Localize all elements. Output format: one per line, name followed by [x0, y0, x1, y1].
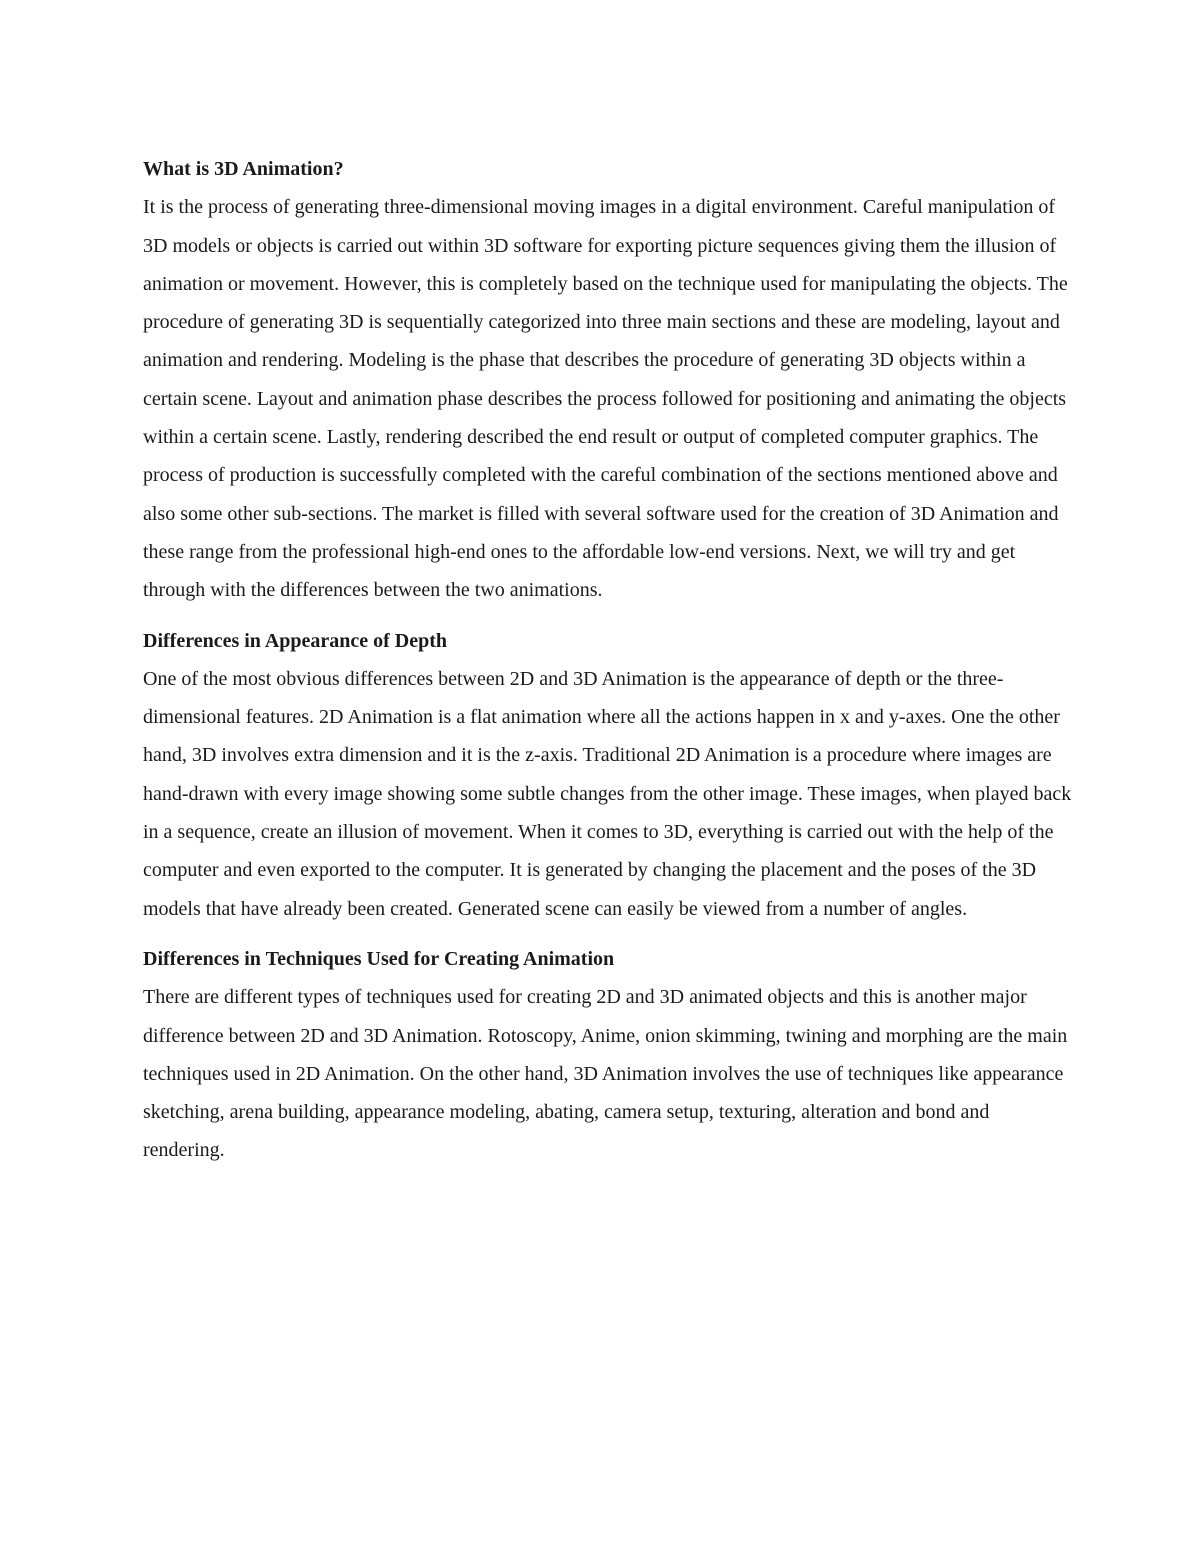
document-page	[143, 150, 1073, 1182]
section-paragraph: It is the process of generating three-dimensional moving images in a digital environment. Careful manipulation of 3D models or objects is carried out within 3D software for exporting picture sequences giving them the illusion of animation or movement. However, this is completely based on the technique used for manipulating the objects. The procedure of generating 3D is sequentially categorized into three main sections and these are modeling, layout and animation and rendering. Modeling is the phase that describes the procedure of generating 3D objects within a certain scene. Layout and animation phase describes the process followed for positioning and animating the objects within a certain scene. Lastly, rendering described the end result or output of completed computer graphics. The process of production is successfully completed with the careful combination of the sections mentioned above and also some other sub-sections. The market is filled with several software used for the creation of 3D Animation and these range from the professional high-end ones to the affordable low-end versions. Next, we will try and get through with the differences between the two animations.	[143, 196, 1068, 602]
section-differences-depth	[143, 622, 1073, 928]
section-paragraph: One of the most obvious differences between 2D and 3D Animation is the appearance of depth or the three-dimensional features. 2D Animation is a flat animation where all the actions happen in x and y-axes. One the other hand, 3D involves extra dimension and it is the z-axis. Traditional 2D Animation is a procedure where images are hand-drawn with every image showing some subtle changes from the other image. These images, when played back in a sequence, create an illusion of movement. When it comes to 3D, everything is carried out with the help of the computer and even exported to the computer. It is generated by changing the placement and the poses of the 3D models that have already been created. Generated scene can easily be viewed from a number of angles.	[143, 667, 1072, 920]
section-differences-techniques	[143, 940, 1073, 1170]
section-heading: Differences in Techniques Used for Creating Animation	[143, 947, 615, 970]
section-paragraph: There are different types of techniques used for creating 2D and 3D animated objects and this is another major difference between 2D and 3D Animation. Rotoscopy, Anime, onion skimming, twining and morphing are the main techniques used in 2D Animation. On the other hand, 3D Animation involves the use of techniques like appearance sketching, arena building, appearance modeling, abating, camera setup, texturing, alteration and bond and rendering.	[143, 986, 1068, 1162]
section-heading: What is 3D Animation?	[143, 158, 344, 180]
section-what-is-3d-animation	[143, 150, 1073, 610]
section-heading: Differences in Appearance of Depth	[143, 629, 448, 652]
